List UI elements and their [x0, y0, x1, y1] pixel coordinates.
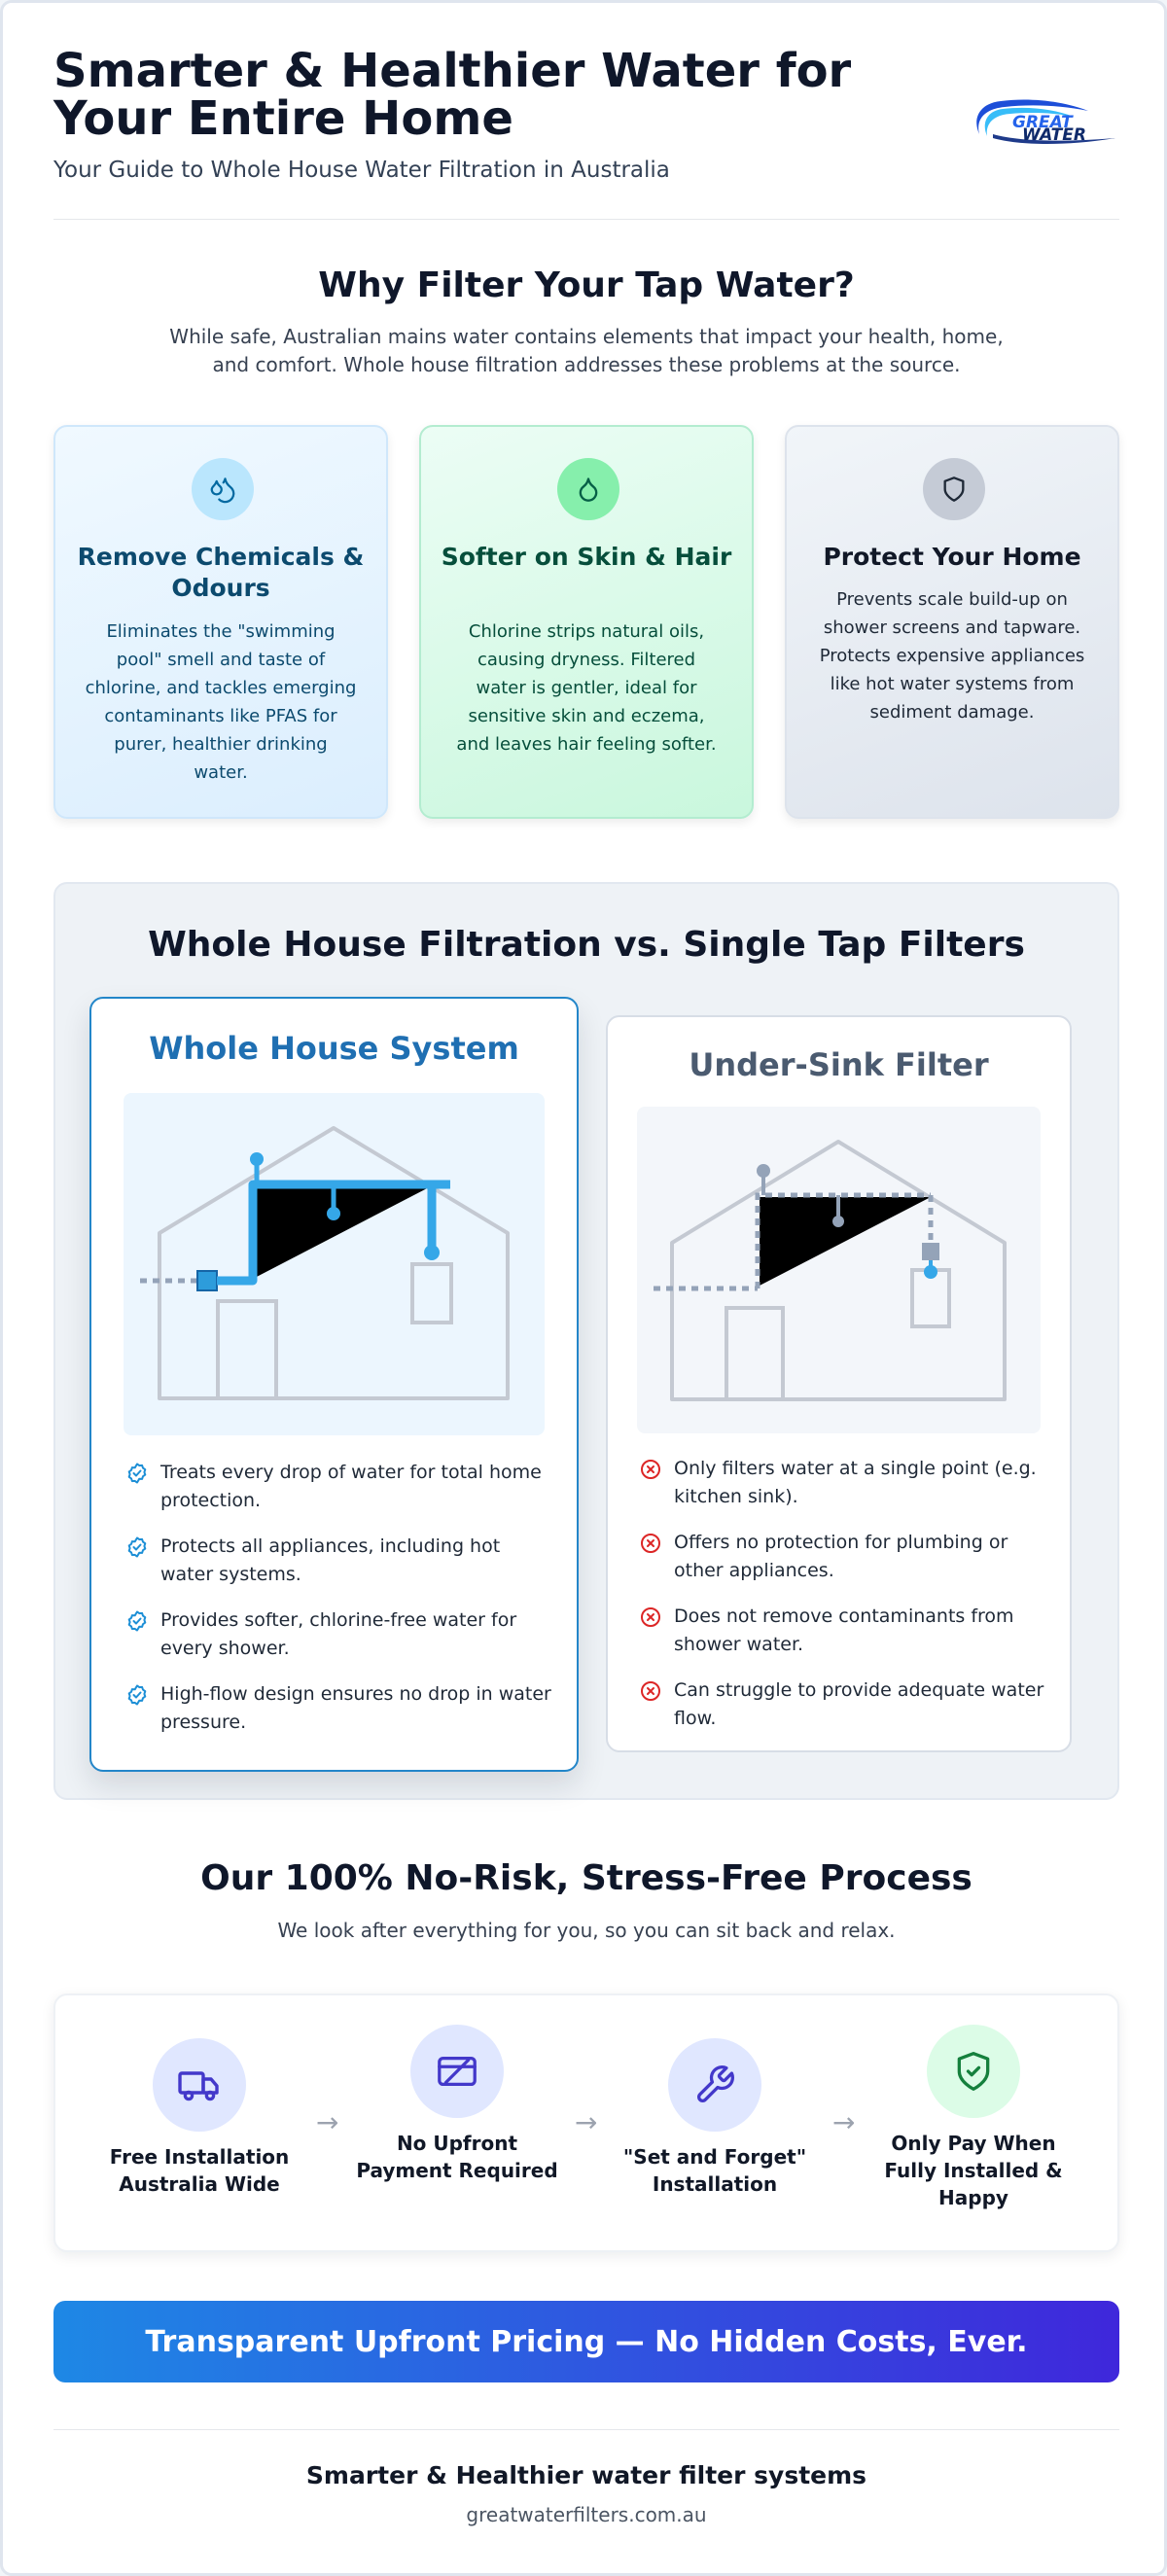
benefit-card-skin	[419, 425, 754, 819]
comparison-title: Whole House Filtration vs. Single Tap Filters	[148, 925, 1025, 965]
feature-item: High-flow design ensures no drop in water pressure.	[125, 1680, 553, 1737]
svg-text:GREAT: GREAT	[1012, 113, 1073, 132]
feature-item: Offers no protection for plumbing or other appliances.	[639, 1529, 1047, 1585]
x-circle-icon	[639, 1606, 662, 1629]
truck-icon	[153, 2038, 246, 2132]
footer-website-link[interactable]: greatwaterfilters.com.au	[466, 2503, 707, 2526]
arrow-right-icon: →	[832, 2106, 856, 2138]
x-circle-icon	[639, 1532, 662, 1555]
x-circle-icon	[639, 1458, 662, 1481]
pricing-banner: Transparent Upfront Pricing — No Hidden Costs, Ever.	[53, 2301, 1119, 2382]
why-title: Why Filter Your Tap Water?	[318, 265, 855, 305]
benefit-text: Chlorine strips natural oils, causing dryness. Filtered water is gentler, ideal for sensitive skin and eczema, and leaves hair feeling softer.	[456, 621, 717, 755]
whole-house-features	[125, 1459, 553, 1754]
check-badge-icon	[125, 1535, 149, 1559]
shield-icon	[923, 458, 985, 520]
whole-house-illustration	[124, 1093, 545, 1435]
whole-house-card	[89, 997, 579, 1772]
feature-item: Does not remove contaminants from shower water.	[639, 1603, 1047, 1659]
benefit-title: Remove Chemicals & Odours	[77, 543, 365, 602]
under-sink-card	[606, 1015, 1072, 1752]
svg-text:WATER: WATER	[1022, 125, 1086, 145]
under-sink-features	[639, 1455, 1047, 1750]
feature-item: Can struggle to provide adequate water flow.	[639, 1676, 1047, 1733]
step-label-set-and-forget: "Set and Forget" Installation	[622, 2145, 807, 2196]
under-sink-illustration	[637, 1107, 1041, 1433]
droplet-icon	[557, 458, 619, 520]
process-title: Our 100% No-Risk, Stress-Free Process	[200, 1858, 972, 1898]
feature-item: Only filters water at a single point (e.g. kitchen sink).	[639, 1455, 1047, 1511]
arrow-right-icon: →	[316, 2106, 339, 2138]
under-sink-title: Under-Sink Filter	[689, 1046, 989, 1083]
benefit-card-chemicals	[53, 425, 388, 819]
benefit-text: Eliminates the "swimming pool" smell and taste of chlorine, and tackles emerging contaminants like PFAS for purer, healthier drinking water.	[85, 621, 357, 783]
benefit-card-home	[785, 425, 1119, 819]
x-circle-icon	[639, 1679, 662, 1703]
droplets-icon	[192, 458, 254, 520]
benefit-title: Protect Your Home	[823, 543, 1081, 571]
check-badge-icon	[125, 1462, 149, 1485]
feature-item: Treats every drop of water for total home protection.	[125, 1459, 553, 1515]
step-label-no-upfront-payment: No Upfront Payment Required	[356, 2132, 558, 2182]
benefit-title: Softer on Skin & Hair	[441, 543, 732, 571]
step-label-free-installation: Free Installation Australia Wide	[109, 2145, 290, 2196]
process-subtitle: We look after everything for you, so you can sit back and relax.	[277, 1919, 896, 1942]
step-label-pay-when-happy: Only Pay When Fully Installed & Happy	[884, 2132, 1063, 2209]
great-water-logo	[972, 95, 1117, 148]
shield-check-icon	[927, 2025, 1020, 2118]
check-badge-icon	[125, 1683, 149, 1707]
credit-card-icon	[410, 2025, 504, 2118]
footer-title: Smarter & Healthier water filter systems	[305, 2461, 867, 2489]
whole-house-title: Whole House System	[149, 1030, 519, 1067]
feature-item: Provides softer, chlorine-free water for every shower.	[125, 1606, 553, 1663]
page-subtitle: Your Guide to Whole House Water Filtration in Australia	[53, 158, 670, 183]
feature-item: Protects all appliances, including hot water systems.	[125, 1533, 553, 1589]
check-badge-icon	[125, 1609, 149, 1633]
why-text: While safe, Australian mains water contains elements that impact your health, home, and comfort. Whole house filtration addresses these problems at the source.	[169, 325, 1004, 376]
arrow-right-icon: →	[575, 2106, 598, 2138]
wrench-icon	[668, 2038, 761, 2132]
benefit-text: Prevents scale build-up on shower screens and tapware. Protects expensive appliances like hot water systems from sediment damage.	[819, 589, 1085, 723]
header-divider	[53, 219, 1119, 220]
footer-divider	[53, 2429, 1119, 2430]
page-title: Smarter & Healthier Water for Your Entire Home	[53, 44, 852, 146]
